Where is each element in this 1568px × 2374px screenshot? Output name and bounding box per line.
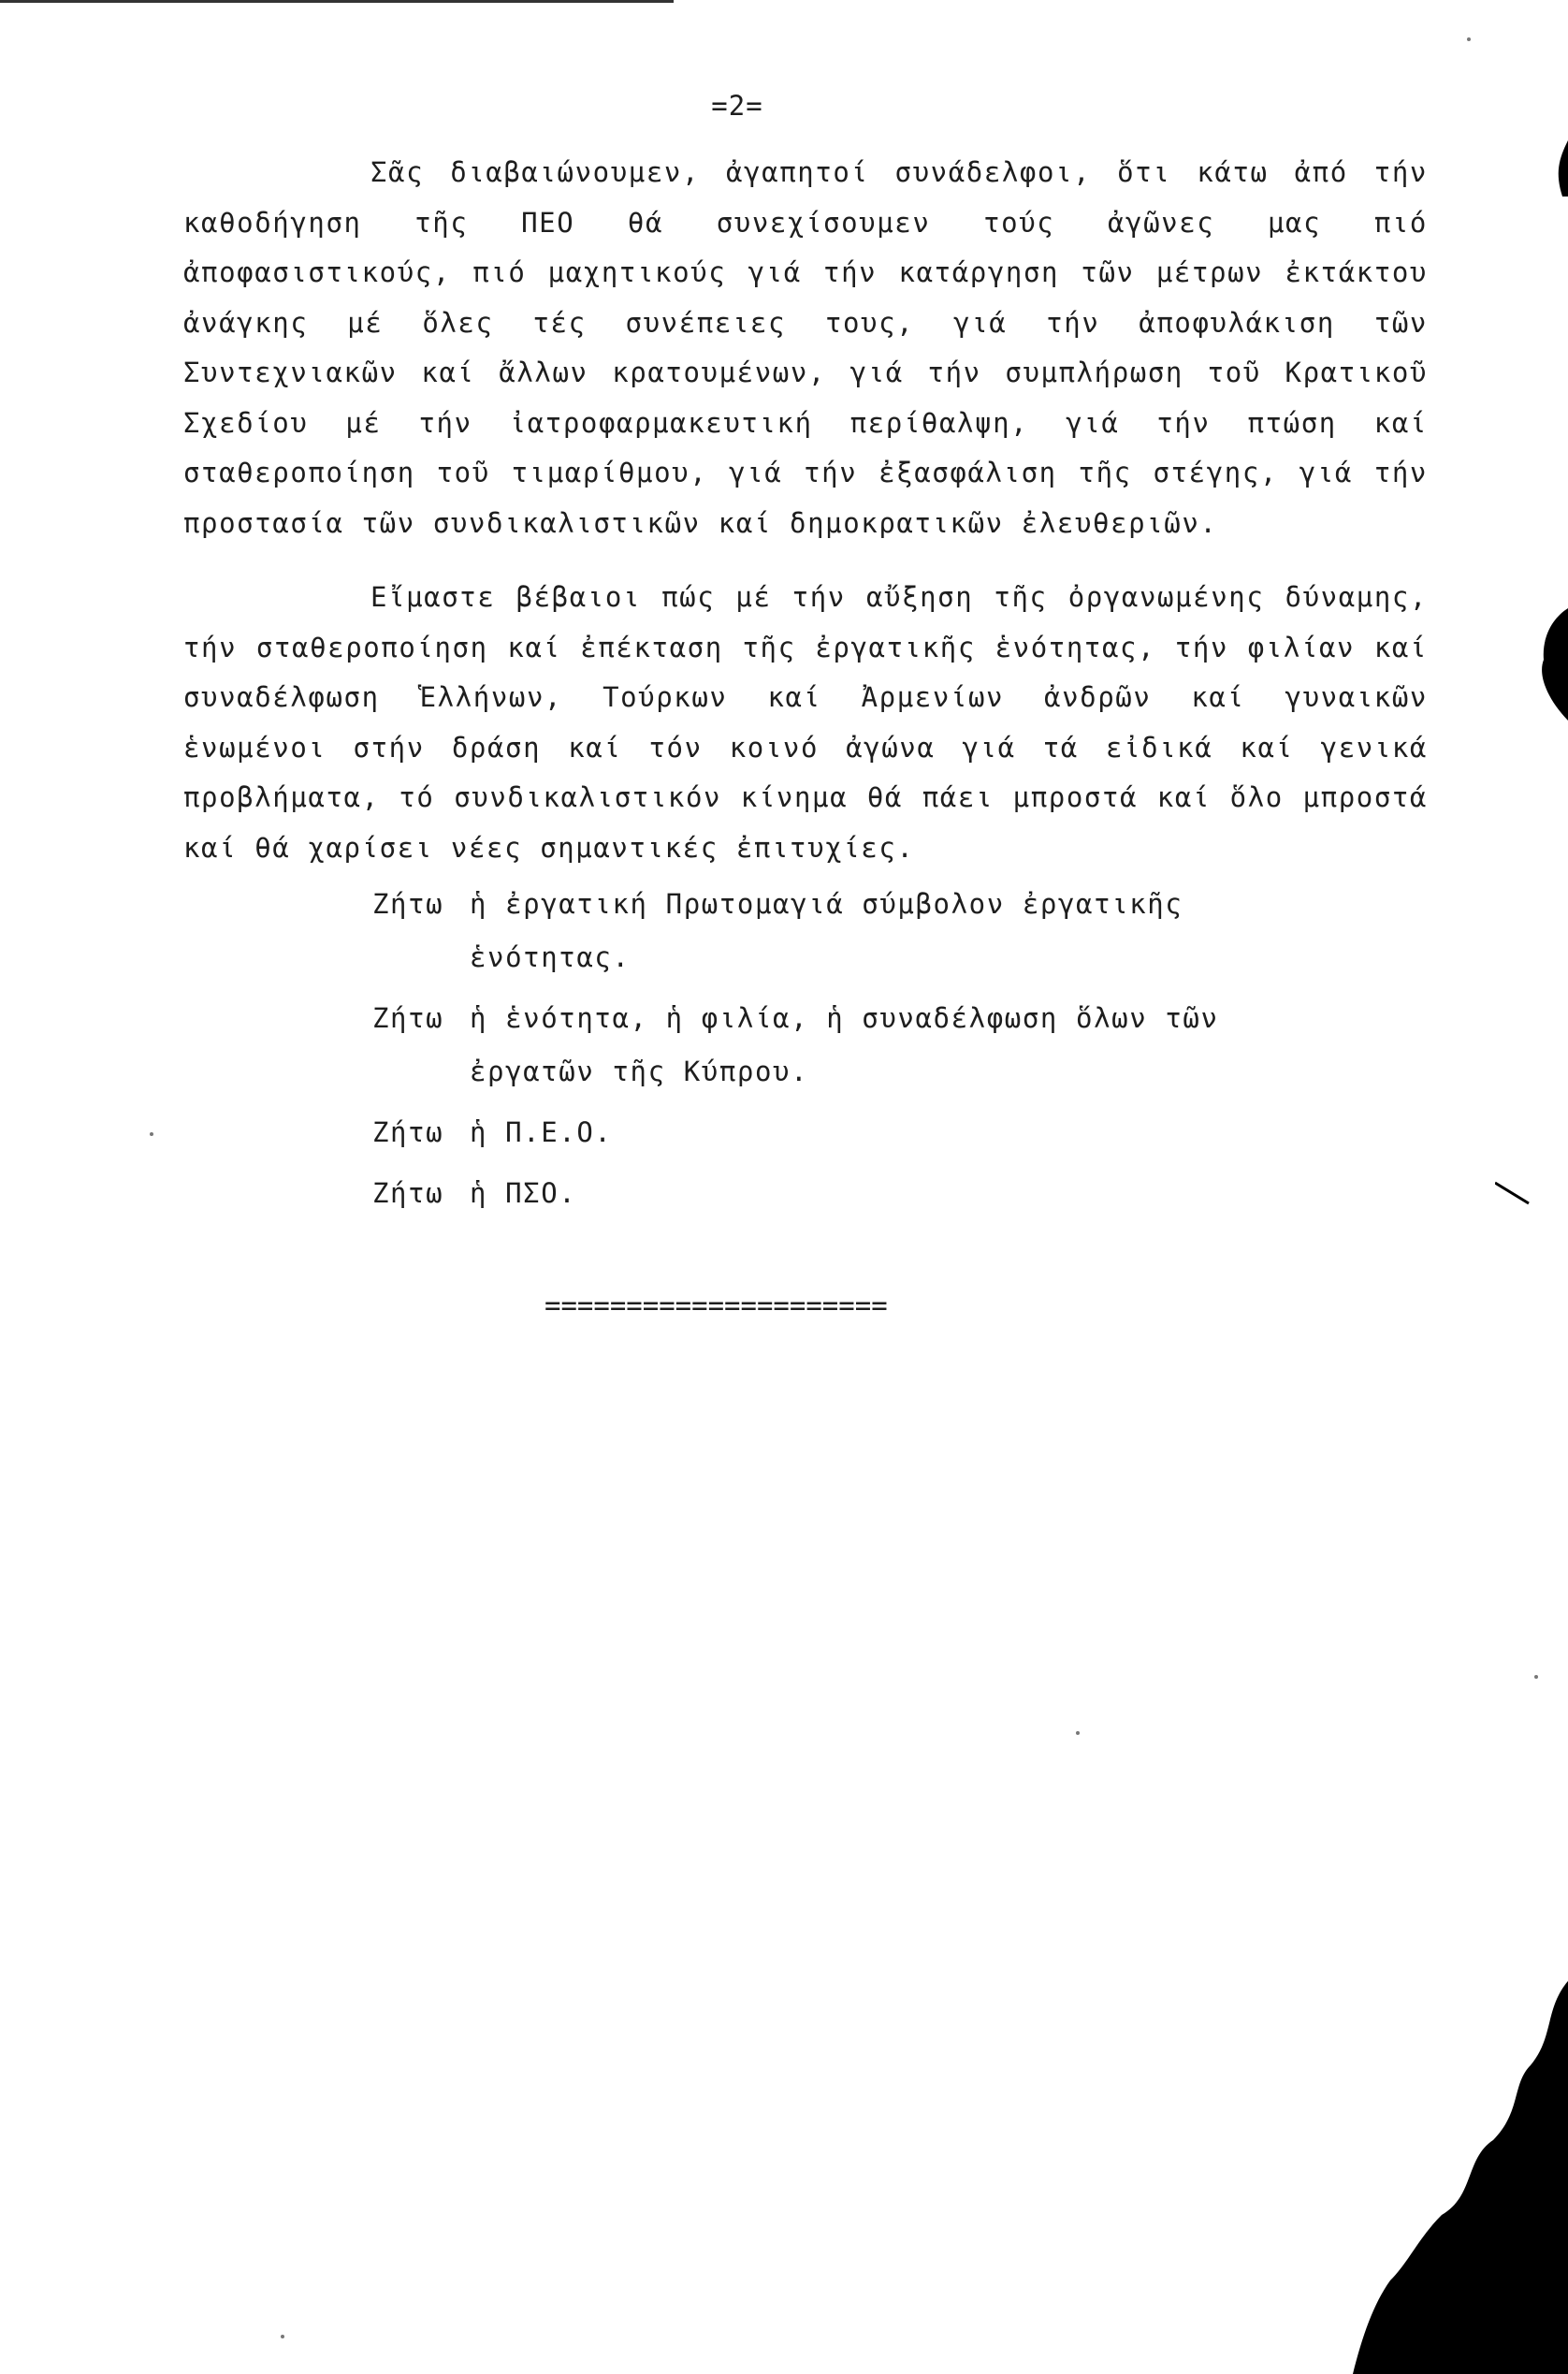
slogan-item xyxy=(372,992,1308,1099)
bottom-right-torn-corner xyxy=(1353,1981,1568,2374)
slogan-text: ἡ ἐργατική Πρωτομαγιά σύμβολον ἐργατικῆς ἑνότητας. xyxy=(470,888,1183,973)
slogan-item xyxy=(372,1106,1308,1159)
right-edge-mark-top xyxy=(1546,140,1568,197)
scan-speck xyxy=(281,2335,284,2338)
scan-speck xyxy=(1467,37,1471,41)
slogan-word: Ζήτω xyxy=(372,1177,444,1209)
paragraph-2: Εἴμαστε βέβαιοι πώς μέ τήν αὔξηση τῆς ὀργανωμένης δύναμης, τήν σταθεροποίηση καί ἐπέκταση τῆς ἐργατικῆς ἑνότητας, τήν φιλίαν καί συναδέλφωση Ἑλλήνων, Τούρκων καί Ἀρμενίων ἀνδρῶν καί γυναικῶν ἑνωμένοι στήν δράση καί τόν κοινό ἀγώνα γιά τά εἰδικά καί γενικά προβλήματα, τό συνδικαλιστικόν κίνημα θά πάει μπροστά καί ὅλο μπροστά καί θά χαρίσει νέες σημαντικές ἐπιτυχίες. xyxy=(183,581,1428,864)
right-edge-ink-blot xyxy=(1534,608,1568,721)
slogan-word: Ζήτω xyxy=(372,1116,444,1148)
slogan-item xyxy=(372,1167,1308,1220)
right-edge-tick xyxy=(1495,1179,1532,1207)
slogan-word: Ζήτω xyxy=(372,888,444,920)
slogan-word: Ζήτω xyxy=(372,1002,444,1034)
slogan-item xyxy=(372,878,1308,984)
slogan-text: ἡ ΠΣΟ. xyxy=(470,1177,577,1209)
scan-speck xyxy=(150,1132,153,1136)
paragraph-1: Σᾶς διαβαιώνουμεν, ἀγαπητοί συνάδελφοι, ὅτι κάτω ἀπό τήν καθοδήγηση τῆς ΠΕΟ θά συνεχίσουμεν τούς ἀγῶνες μας πιό ἀποφασιστικούς, πιό μαχητικούς γιά τήν κατάργηση τῶν μέτρων ἐκτάκτου ἀνάγκης μέ ὅλες τές συνέπειες τους, γιά τήν ἀποφυλάκιση τῶν Συντεχνιακῶν καί ἄλλων κρατουμένων, γιά τήν συμπλήρωση τοῦ Κρατικοῦ Σχεδίου μέ τήν ἰατροφαρμακευτική περίθαλψη, γιά τήν πτώση καί σταθεροποίηση τοῦ τιμαρίθμου, γιά τήν ἐξασφάλιση τῆς στέγης, γιά τήν προστασία τῶν συνδικαλιστικῶν καί δημοκρατικῶν ἐλευθεριῶν. xyxy=(183,156,1428,539)
page-number: =2= xyxy=(711,90,763,122)
body-text xyxy=(183,148,1428,873)
scan-speck xyxy=(1076,1731,1080,1735)
slogan-text: ἡ ἑνότητα, ἡ φιλία, ἡ συναδέλφωση ὅλων τῶν ἐργατῶν τῆς Κύπρου. xyxy=(470,1002,1219,1087)
scan-speck xyxy=(1534,1675,1538,1679)
closing-rule: ===================== xyxy=(544,1289,888,1321)
top-edge-line xyxy=(0,0,674,3)
slogan-text: ἡ Π.Ε.Ο. xyxy=(470,1116,613,1148)
slogan-list xyxy=(372,878,1308,1228)
